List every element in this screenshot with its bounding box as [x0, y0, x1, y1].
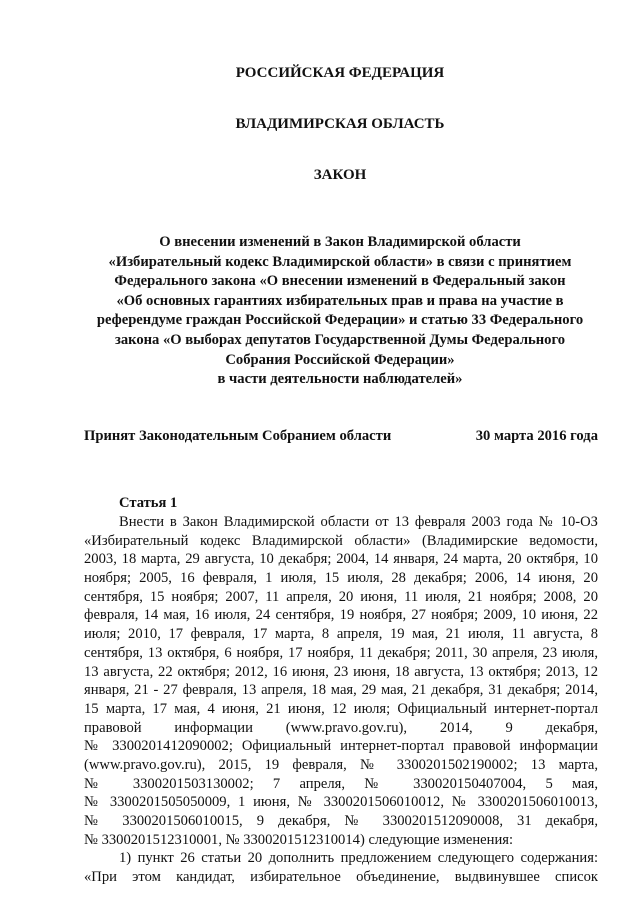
article-line: № 3300201503130002; 7 апреля, № 330020150407004, 5 мая, — [84, 775, 598, 792]
article-line: июля; 2010, 17 февраля, 17 марта, 8 апреля, 19 мая, 21 июля, 11 августа, 8 — [84, 626, 598, 643]
article-line: ноября; 2005, 16 февраля, 1 июля, 15 июля, 28 декабря; 2006, 14 июня, 20 — [84, 570, 598, 587]
article-line: февраля, 14 мая, 16 июля, 24 сентября, 19 ноября, 27 ноября; 2009, 10 июня, 22 — [84, 607, 598, 624]
article-line: 15 марта, 17 мая, 4 июня, 21 июня, 12 июля; Официальный интернет-портал — [84, 700, 598, 717]
law-title-line: «Избирательный кодекс Владимирской области» в связи с принятием — [108, 253, 572, 270]
article-line: № 3300201505050009, 1 июня, № 3300201506010012, № 3300201506010013, — [84, 794, 598, 811]
article-line: «При этом кандидат, избирательное объединение, выдвинувшее список — [84, 869, 598, 886]
article-line: № 3300201512310001, № 3300201512310014) следующие изменения: — [84, 831, 514, 848]
article-line: сентября, 13 октября, 6 ноября, 17 ноября, 11 декабря; 2011, 30 апреля, 23 июля, — [84, 644, 598, 661]
article-line: 2003, 18 марта, 29 августа, 10 декабря; 2004, 14 января, 24 марта, 20 октября, 10 — [84, 551, 598, 568]
article-line: 13 августа, 22 октября; 2012, 16 июня, 23 июня, 18 августа, 13 октября; 2013, 12 — [84, 663, 598, 680]
article-line: № 3300201412090002; Официальный интернет-портал правовой информации — [84, 738, 598, 755]
law-title-line: О внесении изменений в Закон Владимирской области — [159, 234, 521, 250]
article-line: января, 21 - 27 февраля, 13 апреля, 18 мая, 29 мая, 21 декабря, 31 декабря; 2014, — [84, 682, 598, 699]
article-line: Внести в Закон Владимирской области от 13 февраля 2003 года № 10-ОЗ — [119, 514, 598, 530]
article-body — [84, 513, 598, 887]
region-heading: ВЛАДИМИРСКАЯ ОБЛАСТЬ — [235, 116, 445, 132]
article-line: (www.pravo.gov.ru), 2015, 19 февраля, № 3300201502190002; 13 марта, — [84, 756, 598, 773]
law-title-line: в части деятельности наблюдателей» — [217, 371, 463, 388]
article-line: «Избирательный кодекс Владимирской области» (Владимирские ведомости, — [84, 532, 598, 549]
article-line: № 3300201506010015, 9 декабря, № 3300201512090008, 31 декабря, — [84, 813, 598, 829]
adopted-by-label: Принят Законодательным Собранием области — [84, 428, 392, 444]
law-title-line: референдуме граждан Российской Федерации» и статью 33 Федерального — [96, 312, 584, 329]
article-title: Статья 1 — [119, 495, 178, 511]
adoption-date: 30 марта 2016 года — [475, 428, 598, 444]
law-title-line: закона «О выборах депутатов Государственной Думы Федерального — [114, 331, 566, 348]
law-title-line: Федерального закона «О внесении изменений в Федеральный закон — [114, 273, 566, 290]
article-line: 1) пункт 26 статьи 20 дополнить предложением следующего содержания: — [119, 850, 598, 867]
country-heading: РОССИЙСКАЯ ФЕДЕРАЦИЯ — [235, 65, 445, 81]
adoption-row — [84, 426, 598, 446]
law-title — [60, 233, 620, 390]
law-title-line: Собрания Российской Федерации» — [225, 351, 455, 368]
doc-type-heading: ЗАКОН — [313, 167, 367, 183]
law-title-line: «Об основных гарантиях избирательных прав и права на участие в — [116, 292, 564, 309]
article-line: правовой информации (www.pravo.gov.ru), 2014, 9 декабря, — [84, 719, 598, 736]
article-line: сентября, 15 ноября; 2007, 11 апреля, 20 июня, 11 июля, 21 ноября; 2008, 20 — [84, 588, 598, 605]
